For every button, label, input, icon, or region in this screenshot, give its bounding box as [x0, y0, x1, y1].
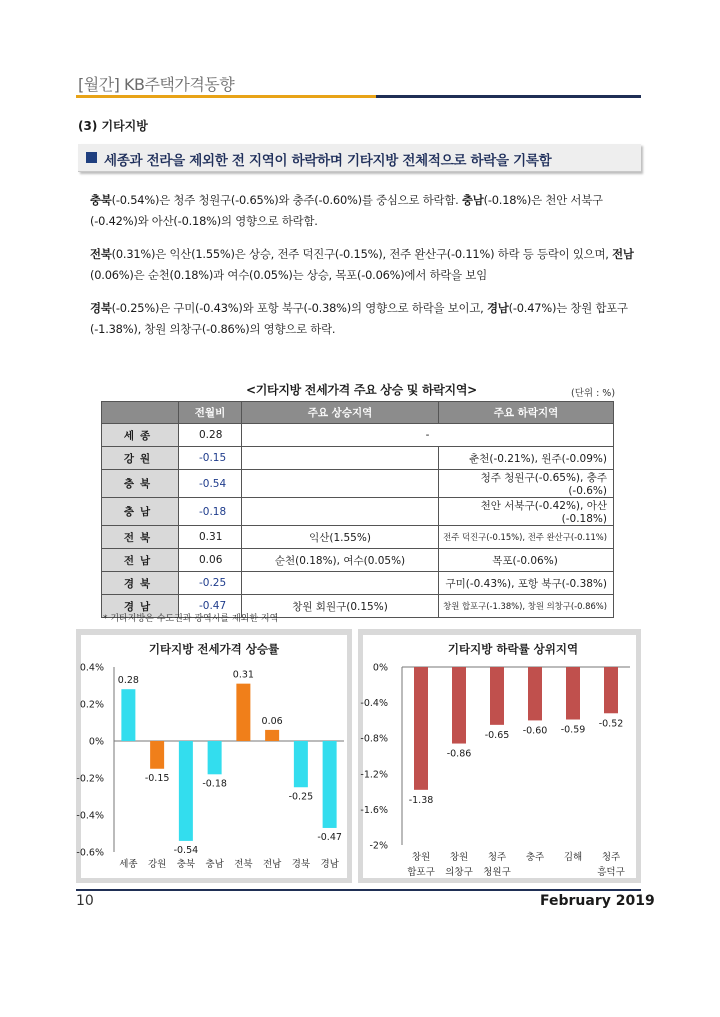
x-tick-label: 세종: [119, 859, 138, 870]
fall-cell: 천안 서북구(-0.42%), 아산(-0.18%): [439, 498, 614, 526]
x-tick-label: 청주: [601, 852, 621, 863]
region-cell: 전남: [102, 549, 179, 572]
x-tick-label-line2: 합포구: [407, 867, 435, 878]
data-label: -0.52: [598, 718, 624, 730]
paragraph-text: (-0.25%)은 구미(-0.43%)와 포항 북구(-0.38%)의 영향으로 하락을 보이고,: [111, 301, 487, 315]
region-name: 경남: [487, 301, 509, 315]
chart-title: 기타지방 하락률 상위지역: [447, 642, 579, 656]
document-header-title: [월간] KB주택가격동향: [78, 75, 235, 94]
bar-decline: [566, 667, 580, 720]
value-cell: 0.28: [179, 424, 242, 447]
table-row: [102, 549, 614, 572]
fall-cell: 구미(-0.43%), 포항 북구(-0.38%): [439, 572, 614, 595]
data-label: -0.65: [484, 729, 510, 741]
x-tick-label: 충남: [205, 859, 224, 870]
page-number: 10: [76, 893, 94, 909]
table-row: [102, 470, 614, 498]
paragraph-gyeongsang: [90, 298, 635, 340]
region-cell: 세종: [102, 424, 179, 447]
region-change-table: [101, 401, 614, 618]
bar-decline: [528, 667, 542, 720]
bar-decline: [490, 667, 504, 725]
value-cell: -0.47: [179, 595, 242, 618]
x-tick-label: 경남: [320, 859, 339, 870]
paragraph-text: (-0.18%)은 천안 서북구(-0.42%)와 아산(-0.18%)의 영향으로 하락함.: [90, 193, 603, 228]
top-decline-chart: [358, 629, 641, 883]
value-cell: -0.25: [179, 572, 242, 595]
y-tick-label: 0.4%: [79, 662, 104, 674]
table-header-row: [102, 402, 614, 424]
bar-decline: [604, 667, 618, 713]
footer-date: February 2019: [540, 893, 655, 909]
square-bullet-icon: [86, 152, 97, 163]
x-tick-label-line2: 흥덕구: [597, 867, 625, 878]
rise-cell: [242, 470, 439, 498]
y-tick-label: -0.8%: [360, 733, 388, 745]
rise-cell: [242, 572, 439, 595]
y-tick-label: 0%: [372, 662, 388, 674]
table-row: [102, 572, 614, 595]
paragraph-text: (0.31%)은 익산(1.55%)은 상승, 전주 덕진구(-0.15%), 전주 완산구(-0.11%) 하락 등 등락이 있으며,: [111, 247, 613, 261]
x-tick-label: 창원: [449, 852, 469, 863]
rise-cell: [242, 498, 439, 526]
paragraph-jeolla: [90, 244, 635, 286]
table-footnote: * 기타지방은 수도권과 광역시를 제외한 지역: [103, 614, 279, 624]
rise-cell: 익산(1.55%): [242, 526, 439, 549]
chart-panel-top-decline: [358, 629, 641, 883]
region-cell: 전북: [102, 526, 179, 549]
x-tick-label: 창원: [411, 852, 431, 863]
data-label: -0.15: [144, 772, 170, 784]
unit-label: (단위 : %): [571, 388, 616, 399]
y-tick-label: -1.6%: [360, 804, 388, 816]
bar-강원: [150, 741, 164, 769]
value-cell: -0.18: [179, 498, 242, 526]
value-cell: -0.54: [179, 470, 242, 498]
region-name: 충남: [461, 193, 484, 207]
data-label: 0.31: [232, 669, 254, 681]
rise-cell: 창원 회원구(0.15%): [242, 595, 439, 618]
value-cell: 0.31: [179, 526, 242, 549]
value-cell: -0.15: [179, 447, 242, 470]
data-label: 0.28: [117, 675, 139, 687]
fall-cell: 전주 덕진구(-0.15%), 전주 완산구(-0.11%): [439, 526, 614, 549]
y-tick-label: -1.2%: [360, 769, 388, 781]
y-tick-label: -0.4%: [360, 698, 388, 710]
region-name: 전남: [612, 247, 634, 261]
fall-cell: 춘천(-0.21%), 원주(-0.09%): [439, 447, 614, 470]
region-cell: 충남: [102, 498, 179, 526]
x-tick-label: 청주: [487, 852, 507, 863]
x-tick-label-line2: 청원구: [483, 867, 511, 878]
table-title: <기타지방 전세가격 주요 상승 및 하락지역>: [246, 383, 477, 397]
rise-cell: 순천(0.18%), 여수(0.05%): [242, 549, 439, 572]
region-cell: 경북: [102, 572, 179, 595]
paragraph-text: (-0.47%)는 창원 합포구(-1.38%), 창원 의창구(-0.86%)의 영향으로 하락.: [90, 301, 628, 336]
x-tick-label: 충북: [176, 859, 196, 870]
y-tick-label: 0%: [88, 736, 104, 748]
x-tick-label: 경북: [291, 859, 311, 870]
y-tick-label: 0.2%: [79, 699, 104, 711]
table-header-cell: 전월비: [179, 402, 242, 424]
data-label: 0.06: [261, 715, 283, 727]
region-cell: 강원: [102, 447, 179, 470]
data-label: -0.18: [202, 778, 227, 790]
x-tick-label: 충주: [525, 852, 545, 863]
data-label: -0.59: [560, 724, 586, 736]
value-cell: 0.06: [179, 549, 242, 572]
y-tick-label: -0.6%: [76, 847, 104, 859]
fall-cell: 목포(-0.06%): [439, 549, 614, 572]
region-cell: 경남: [102, 595, 179, 618]
data-label: -0.47: [317, 831, 342, 843]
region-cell: 충북: [102, 470, 179, 498]
data-label: -0.60: [522, 725, 548, 737]
region-name: 경북: [90, 301, 112, 315]
data-label: -0.86: [446, 748, 472, 760]
x-tick-label: 강원: [147, 859, 167, 870]
footer-rule: [76, 889, 641, 891]
data-label: -1.38: [408, 794, 434, 806]
x-tick-label: 김해: [563, 852, 583, 863]
rise-cell: -: [242, 424, 614, 447]
data-label: -0.25: [288, 791, 314, 803]
x-tick-label-line2: 의창구: [445, 867, 473, 878]
fall-cell: 청주 청원구(-0.65%), 충주(-0.6%): [439, 470, 614, 498]
table-row: [102, 498, 614, 526]
header-rule-accent: [76, 95, 376, 98]
bar-세종: [121, 689, 135, 741]
chart-title: 기타지방 전세가격 상승률: [148, 642, 280, 656]
y-tick-label: -0.2%: [76, 773, 104, 785]
section-title: (3) 기타지방: [78, 119, 148, 133]
fall-cell: 창원 합포구(-1.38%), 창원 의창구(-0.86%): [439, 595, 614, 618]
bar-충남: [208, 741, 222, 774]
paragraph-text: (0.06%)은 순천(0.18%)과 여수(0.05%)는 상승, 목포(-0.06%)에서 하락을 보임: [90, 268, 488, 282]
x-tick-label: 전북: [234, 859, 253, 870]
data-label: -0.54: [173, 844, 199, 856]
rise-rate-chart: [76, 629, 352, 883]
bar-경남: [323, 741, 337, 828]
bar-decline: [452, 667, 466, 744]
region-name: 충북: [90, 193, 112, 207]
table-row: [102, 447, 614, 470]
headline-box: [78, 144, 641, 172]
bar-전남: [265, 730, 279, 741]
rise-cell: [242, 447, 439, 470]
x-tick-label: 전남: [262, 859, 282, 870]
bar-전북: [236, 684, 250, 741]
table-row: [102, 526, 614, 549]
table-header-cell: [102, 402, 179, 424]
y-tick-label: -2%: [369, 840, 388, 852]
table-row: [102, 424, 614, 447]
table-header-cell: 주요 하락지역: [439, 402, 614, 424]
paragraph-text: (-0.54%)은 청주 청원구(-0.65%)와 충주(-0.60%)를 중심으로 하락함.: [111, 193, 462, 207]
y-tick-label: -0.4%: [76, 810, 104, 822]
table-header-cell: 주요 상승지역: [242, 402, 439, 424]
headline-text: 세종과 전라을 제외한 전 지역이 하락하며 기타지방 전체적으로 하락을 기록함: [104, 153, 552, 169]
bar-decline: [414, 667, 428, 790]
bar-경북: [294, 741, 308, 787]
bar-충북: [179, 741, 193, 841]
region-name: 전북: [90, 247, 112, 261]
chart-panel-rise-rate: [76, 629, 352, 883]
paragraph-chungcheong: [90, 190, 635, 232]
